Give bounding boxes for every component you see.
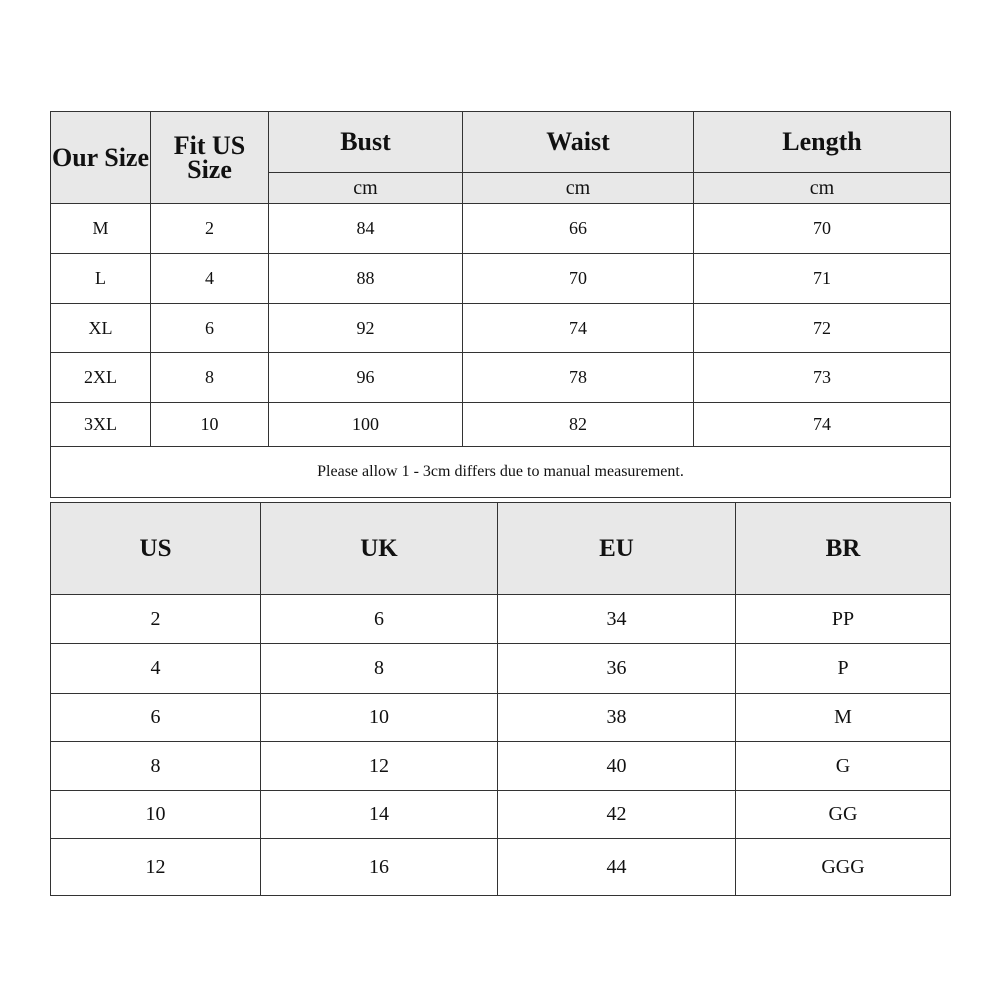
waist-cell: 70 (463, 254, 694, 304)
uk-cell: 6 (261, 595, 498, 644)
length-unit: cm (694, 173, 951, 204)
table-row (51, 791, 951, 839)
note-row (51, 447, 951, 498)
eu-cell: 44 (498, 839, 736, 896)
fit-us-cell: 8 (151, 353, 269, 403)
length-cell: 71 (694, 254, 951, 304)
uk-cell: 14 (261, 791, 498, 839)
us-cell: 8 (51, 742, 261, 791)
length-cell: 70 (694, 204, 951, 254)
table-row (51, 595, 951, 644)
br-cell: G (736, 742, 951, 791)
waist-unit: cm (463, 173, 694, 204)
waist-cell: 74 (463, 304, 694, 353)
eu-cell: 36 (498, 644, 736, 694)
br-cell: GG (736, 791, 951, 839)
length-cell: 73 (694, 353, 951, 403)
size-cell: L (51, 254, 151, 304)
table-row (51, 839, 951, 896)
uk-cell: 16 (261, 839, 498, 896)
length-cell: 74 (694, 403, 951, 447)
fit-us-cell: 2 (151, 204, 269, 254)
length-cell: 72 (694, 304, 951, 353)
size-cell: 3XL (51, 403, 151, 447)
table-row (51, 304, 951, 353)
eu-cell: 34 (498, 595, 736, 644)
fit-us-cell: 4 (151, 254, 269, 304)
br-cell: PP (736, 595, 951, 644)
bust-cell: 88 (269, 254, 463, 304)
table-row (51, 742, 951, 791)
bust-cell: 96 (269, 353, 463, 403)
us-cell: 12 (51, 839, 261, 896)
size-cell: XL (51, 304, 151, 353)
eu-cell: 40 (498, 742, 736, 791)
bust-cell: 84 (269, 204, 463, 254)
uk-cell: 10 (261, 694, 498, 742)
waist-cell: 66 (463, 204, 694, 254)
br-cell: P (736, 644, 951, 694)
bust-cell: 92 (269, 304, 463, 353)
header-length: Length (694, 112, 951, 173)
table-row (51, 353, 951, 403)
table-row (51, 694, 951, 742)
header-bust: Bust (269, 112, 463, 173)
measurement-note: Please allow 1 - 3cm differs due to manual measurement. (51, 447, 951, 498)
size-conversion-table (50, 502, 951, 896)
us-cell: 4 (51, 644, 261, 694)
header-our-size: Our Size (51, 112, 151, 204)
uk-cell: 8 (261, 644, 498, 694)
header-eu: EU (498, 503, 736, 595)
eu-cell: 38 (498, 694, 736, 742)
header-us: US (51, 503, 261, 595)
table-row (51, 644, 951, 694)
us-cell: 2 (51, 595, 261, 644)
br-cell: M (736, 694, 951, 742)
eu-cell: 42 (498, 791, 736, 839)
size-cell: 2XL (51, 353, 151, 403)
size-cell: M (51, 204, 151, 254)
header-br: BR (736, 503, 951, 595)
table-row (51, 254, 951, 304)
size-chart-table (50, 111, 951, 498)
uk-cell: 12 (261, 742, 498, 791)
size-header-row (51, 112, 951, 173)
waist-cell: 82 (463, 403, 694, 447)
table-row (51, 204, 951, 254)
header-waist: Waist (463, 112, 694, 173)
fit-us-cell: 10 (151, 403, 269, 447)
table-row (51, 403, 951, 447)
conversion-header-row (51, 503, 951, 595)
bust-cell: 100 (269, 403, 463, 447)
us-cell: 10 (51, 791, 261, 839)
header-fit-us-size: Fit US Size (151, 112, 269, 204)
bust-unit: cm (269, 173, 463, 204)
us-cell: 6 (51, 694, 261, 742)
header-uk: UK (261, 503, 498, 595)
br-cell: GGG (736, 839, 951, 896)
fit-us-cell: 6 (151, 304, 269, 353)
waist-cell: 78 (463, 353, 694, 403)
